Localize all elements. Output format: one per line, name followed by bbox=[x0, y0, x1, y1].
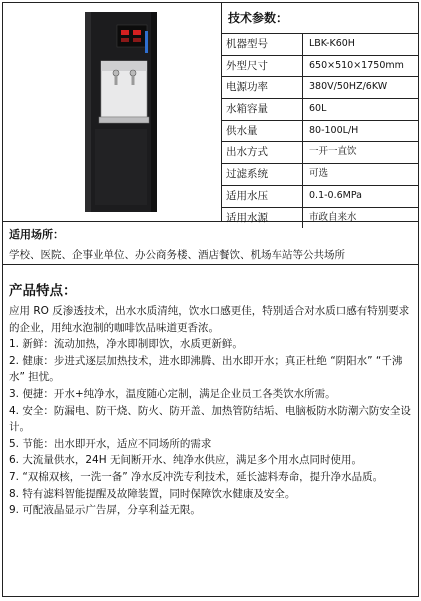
feature-item: 3. 便捷：开水+纯净水，温度随心定制，满足企业员工各类饮水所需。 bbox=[9, 387, 336, 400]
spec-row bbox=[222, 121, 418, 143]
feature-item: 1. 新鲜：流动加热，净水即制即饮，水质更新鲜。 bbox=[9, 338, 243, 351]
spec-label: 供水量 bbox=[222, 121, 303, 142]
feature-item: 9. 可配液晶显示广告屏，分享利益无限。 bbox=[9, 504, 201, 517]
places-section bbox=[3, 222, 418, 265]
spec-label: 机器型号 bbox=[222, 34, 303, 55]
feature-item: 5. 节能：出水即开水，适应不同场所的需求 bbox=[9, 437, 212, 450]
spec-value: 一开一直饮 bbox=[309, 146, 357, 158]
spec-value: 市政自来水 bbox=[309, 211, 357, 223]
top-section bbox=[3, 3, 418, 222]
spec-label: 适用水压 bbox=[222, 186, 303, 207]
spec-label: 适用水源 bbox=[222, 208, 303, 229]
feature-item: 8. 特有滤料智能提醒及故障装置，同时保障饮水健康及安全。 bbox=[9, 487, 296, 500]
features-intro: 应用 RO 反渗透技术，出水水质清纯，饮水口感更佳，特别适合对水质口感有特别要求的企业，用纯水泡制的咖啡饮品味道更香浓。 bbox=[9, 305, 410, 334]
spec-label: 出水方式 bbox=[222, 142, 303, 163]
feature-item: 4. 安全：防漏电、防干烧、防火、防开盖、加热管防结垢、电脑板防水防潮六防安全设计。 bbox=[9, 404, 411, 434]
spec-value: 可选 bbox=[309, 168, 329, 180]
water-dispenser-image bbox=[3, 3, 221, 221]
spec-row bbox=[222, 164, 418, 186]
features-title: 产品特点： bbox=[9, 283, 77, 299]
feature-item: 7. “双棉双核，一洗一备” 净水反冲洗专利技术，延长滤料寿命，提升净水品质。 bbox=[9, 470, 384, 483]
places-title: 适用场所： bbox=[9, 228, 64, 241]
spec-row bbox=[222, 99, 418, 121]
spec-label: 电源功率 bbox=[222, 77, 303, 98]
spec-row bbox=[222, 56, 418, 78]
display-panel bbox=[117, 25, 147, 47]
spec-title: 技术参数： bbox=[222, 3, 418, 34]
places-text: 学校、医院、企事业单位、办公商务楼、酒店餐饮、机场车站等公共场所 bbox=[9, 249, 345, 261]
drip-tray bbox=[99, 117, 149, 123]
feature-item: 2. 健康：步进式逐层加热技术，进水即沸腾、出水即开水；真正杜绝 “阴阳水” “千沸水” 担忧。 bbox=[9, 354, 403, 384]
spec-value: 650×510×1750mm bbox=[309, 59, 404, 71]
spec-value: 0.1-0.6MPa bbox=[309, 189, 362, 201]
spec-value: LBK-K60H bbox=[309, 38, 355, 49]
spec-row bbox=[222, 186, 418, 208]
spec-row bbox=[222, 142, 418, 164]
features-body bbox=[3, 299, 418, 519]
spec-label: 水箱容量 bbox=[222, 99, 303, 120]
spec-value: 60L bbox=[309, 103, 327, 115]
spec-row bbox=[222, 34, 418, 56]
product-image-cell bbox=[3, 3, 222, 221]
spec-value: 380V/50HZ/6KW bbox=[309, 81, 388, 93]
spec-value: 80-100L/H bbox=[309, 124, 359, 136]
features-section bbox=[3, 269, 418, 519]
spec-row bbox=[222, 77, 418, 99]
feature-item: 6. 大流量供水，24H 无间断开水、纯净水供应，满足多个用水点同时使用。 bbox=[9, 454, 362, 467]
spec-label: 过滤系统 bbox=[222, 164, 303, 185]
product-sheet bbox=[2, 2, 419, 597]
spec-label: 外型尺寸 bbox=[222, 56, 303, 77]
spec-table bbox=[222, 3, 418, 224]
